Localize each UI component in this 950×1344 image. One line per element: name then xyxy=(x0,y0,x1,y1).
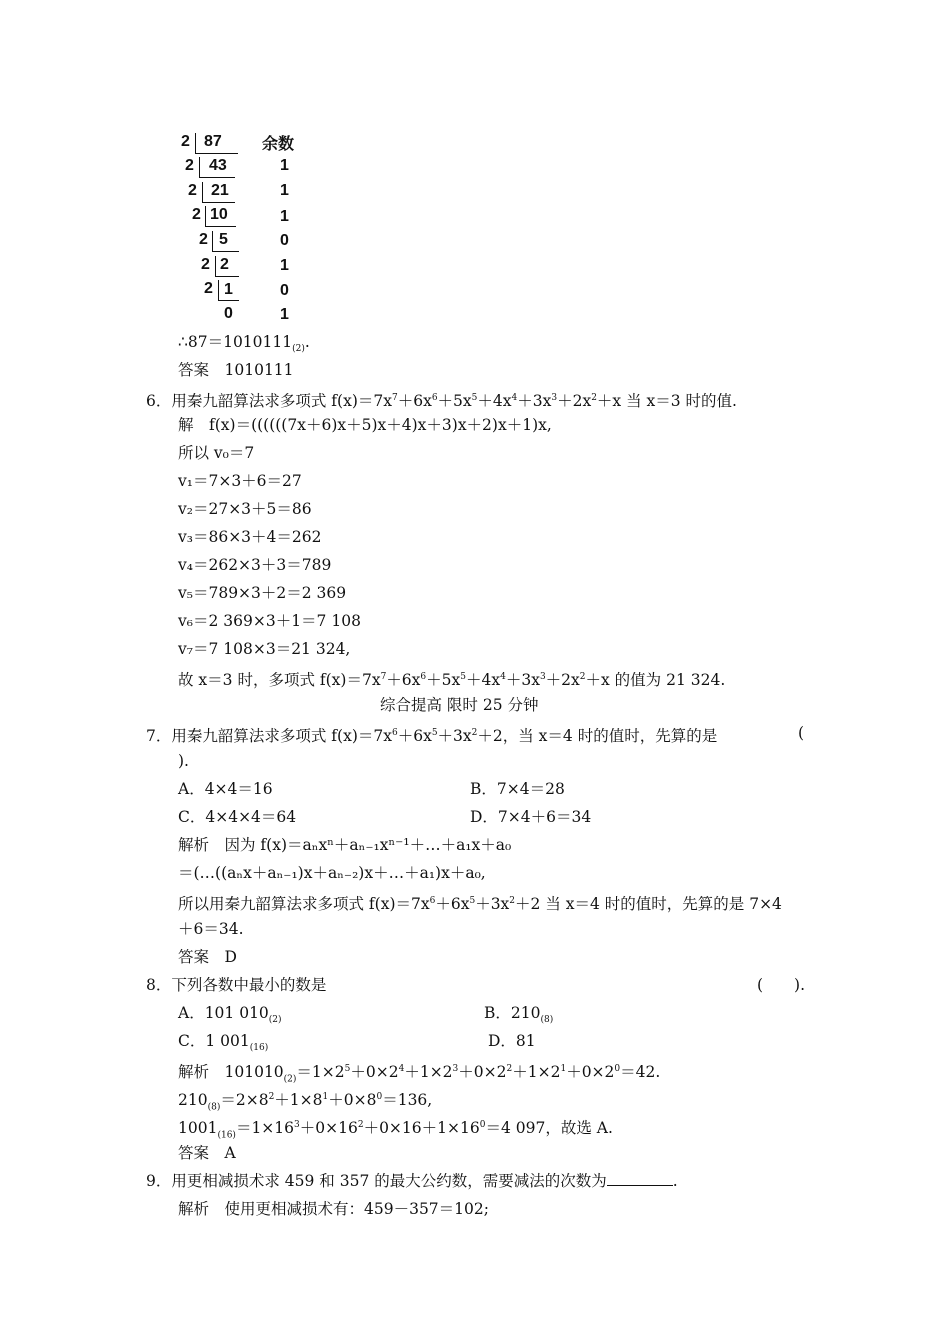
division-bracket xyxy=(215,256,239,277)
q7-analysis-text: ＋6x xyxy=(435,895,470,914)
division-quotient: 10 xyxy=(210,206,228,223)
division-remainder: 1 xyxy=(280,257,289,274)
q6-final-text: ＋5x xyxy=(426,671,461,690)
q8-text: ＋0×2 xyxy=(566,1063,615,1082)
division-remainder: 1 xyxy=(280,208,289,225)
q7-exp: 2 xyxy=(509,896,516,906)
q8-option-c xyxy=(178,1031,268,1058)
q8-text: ＋1×8 xyxy=(274,1091,323,1110)
division-remainder: 0 xyxy=(280,232,289,249)
remainder-header: 余数 xyxy=(262,136,295,153)
q6-exp: 2 xyxy=(579,672,586,682)
q8-text: ＝42. xyxy=(620,1063,661,1082)
q6-exp: 2 xyxy=(591,393,597,403)
q8-option-a-text: A．101 010 xyxy=(178,1004,269,1022)
division-remainder: 0 xyxy=(280,282,289,299)
q8-sub: (8) xyxy=(207,1102,221,1113)
q7-exp: 2 xyxy=(471,728,478,738)
q8-exp: 0 xyxy=(479,1120,486,1130)
q8-answer: 答案 A xyxy=(178,1144,236,1162)
q8-text: ＝1×16 xyxy=(235,1119,295,1138)
division-bracket xyxy=(205,206,236,227)
q8-exp: 5 xyxy=(344,1064,351,1074)
q8-text: ＋0×16＋1×16 xyxy=(363,1119,480,1138)
division-quotient: 21 xyxy=(211,182,229,199)
q8-text: 解析 101010 xyxy=(178,1063,284,1082)
q7-paren-end: ). xyxy=(178,752,189,770)
q7-paren: ( xyxy=(798,724,805,742)
q8-exp: 3 xyxy=(452,1064,459,1074)
q6-exp: 5 xyxy=(471,393,478,403)
q6-exp: 4 xyxy=(511,393,518,403)
q8-text: ＋0×2 xyxy=(458,1063,507,1082)
division-bracket xyxy=(199,157,235,178)
q7-stem-text: 7．用秦九韶算法求多项式 f(x)＝7x xyxy=(146,727,392,746)
q6-final-text: ＋2x xyxy=(545,671,580,690)
q8-text: 1001 xyxy=(178,1119,218,1138)
division-bracket xyxy=(212,231,239,252)
q8-exp: 4 xyxy=(398,1064,405,1074)
q9-answer-blank xyxy=(607,1171,673,1186)
q5-conclusion-text: ∴87＝1010111 xyxy=(178,333,293,351)
q7-analysis-4: ＋6＝34. xyxy=(178,920,244,938)
division-quotient: 2 xyxy=(220,256,229,273)
q6-stem-text: ＋4x xyxy=(477,392,512,411)
q7-analysis-text: ＋3x xyxy=(475,895,510,914)
q7-analysis-text: 所以用秦九韶算法求多项式 f(x)＝7x xyxy=(178,895,430,914)
q9-stem-end: . xyxy=(672,1172,678,1190)
q8-text: ＋0×16 xyxy=(299,1119,358,1138)
q7-analysis-2: ＝(…((aₙx＋aₙ₋₁)x＋aₙ₋₂)x＋…＋a₁)x＋a₀, xyxy=(178,864,486,882)
q7-answer: 答案 D xyxy=(178,948,237,966)
division-quotient: 43 xyxy=(209,157,227,174)
q8-text: ＝2×8 xyxy=(220,1091,269,1110)
q6-v5: v₅＝789×3＋2＝2 369 xyxy=(178,584,347,602)
q8-exp: 3 xyxy=(294,1120,300,1130)
q5-conclusion-sub: (2) xyxy=(292,344,305,355)
q8-exp: 1 xyxy=(322,1092,329,1102)
section-title: 综合提高 限时 25 分钟 xyxy=(380,696,539,714)
q8-sub: (16) xyxy=(217,1130,236,1141)
division-remainder: 1 xyxy=(280,157,289,174)
q8-text: ＝1×2 xyxy=(296,1063,345,1082)
division-remainder: 1 xyxy=(280,306,289,323)
division-quotient: 5 xyxy=(219,231,228,248)
q7-exp: 5 xyxy=(431,728,438,738)
q8-sub: (2) xyxy=(283,1074,297,1085)
q7-stem-text: ＋2，当 x＝4 时的值时，先算的是 xyxy=(477,727,718,746)
q9-stem xyxy=(146,1171,678,1191)
q6-exp: 5 xyxy=(460,672,466,682)
q6-solution: 解 f(x)＝((((((7x＋6)x＋5)x＋4)x＋3)x＋2)x＋1)x, xyxy=(178,416,552,434)
q7-option-c: C．4×4×4＝64 xyxy=(178,808,297,826)
q8-text: ＋0×8 xyxy=(328,1091,377,1110)
q8-text: ＋0×2 xyxy=(350,1063,399,1082)
q6-stem-text: ＋x 当 x＝3 时的值. xyxy=(596,392,737,411)
q5-conclusion-end: . xyxy=(304,333,310,351)
q9-analysis: 解析 使用更相减损术有：459－357＝102; xyxy=(178,1200,489,1218)
division-divisor: 2 xyxy=(188,182,197,199)
q6-v4: v₄＝262×3＋3＝789 xyxy=(178,556,332,574)
q8-text: ＋1×2 xyxy=(404,1063,453,1082)
q8-exp: 2 xyxy=(506,1064,513,1074)
q5-answer: 答案 1010111 xyxy=(178,361,294,379)
q8-option-b-text: B．210 xyxy=(484,1004,541,1022)
q8-text: 210 xyxy=(178,1091,208,1110)
q8-exp: 1 xyxy=(560,1064,567,1074)
q6-v3: v₃＝86×3＋4＝262 xyxy=(178,528,322,546)
division-divisor: 2 xyxy=(204,280,213,297)
q8-exp: 0 xyxy=(376,1092,383,1102)
q6-exp: 6 xyxy=(420,672,427,682)
q7-option-a: A．4×4＝16 xyxy=(178,780,273,798)
q8-option-b xyxy=(484,1003,553,1030)
q6-v7: v₇＝7 108×3＝21 324, xyxy=(178,640,351,658)
q8-exp: 2 xyxy=(357,1120,364,1130)
q8-text: ＝136, xyxy=(382,1091,433,1110)
q6-final-text: ＋3x xyxy=(505,671,540,690)
q8-option-a-sub: (2) xyxy=(268,1015,282,1026)
q6-exp: 7 xyxy=(391,393,398,403)
division-remainder: 1 xyxy=(280,182,289,199)
q7-option-d: D．7×4＋6＝34 xyxy=(470,808,592,826)
q7-stem xyxy=(146,723,717,746)
q8-text: ＋1×2 xyxy=(512,1063,561,1082)
q8-option-b-sub: (8) xyxy=(540,1015,554,1026)
q8-option-a xyxy=(178,1003,282,1030)
q8-analysis-1 xyxy=(178,1059,660,1089)
q6-final-text: ＋x 的值为 21 324. xyxy=(585,671,726,690)
q6-v1: v₁＝7×3＋6＝27 xyxy=(178,472,302,490)
division-bracket xyxy=(218,280,239,301)
q8-option-c-sub: (16) xyxy=(249,1043,269,1054)
q7-stem-text: ＋6x xyxy=(397,727,432,746)
q8-option-d: D．81 xyxy=(488,1032,536,1050)
q6-exp: 6 xyxy=(431,393,438,403)
q8-analysis-2 xyxy=(178,1087,432,1117)
q8-text: ＝4 097，故选 A. xyxy=(485,1119,613,1138)
q6-final-text: 故 x＝3 时，多项式 f(x)＝7x xyxy=(178,671,381,690)
q6-stem-text: ＋3x xyxy=(517,392,552,411)
q6-v2: v₂＝27×3＋5＝86 xyxy=(178,500,312,518)
q6-v0: 所以 v₀＝7 xyxy=(178,444,255,462)
q7-analysis-text: ＋2 当 x＝4 时的值时，先算的是 7×4 xyxy=(515,895,782,914)
q6-exp: 7 xyxy=(380,672,387,682)
division-quotient: 1 xyxy=(224,281,233,298)
division-bracket xyxy=(195,133,238,154)
q6-exp: 3 xyxy=(551,393,558,403)
division-divisor: 2 xyxy=(192,206,201,223)
q6-exp: 3 xyxy=(539,672,546,682)
q6-stem-text: ＋2x xyxy=(557,392,592,411)
q6-final-text: ＋4x xyxy=(465,671,501,690)
q7-stem-text: ＋3x xyxy=(437,727,472,746)
q6-final xyxy=(178,667,725,690)
q8-analysis-3 xyxy=(178,1115,613,1145)
q6-stem-text: 6．用秦九韶算法求多项式 f(x)＝7x xyxy=(146,392,392,411)
q8-stem: 8．下列各数中最小的数是 xyxy=(146,976,327,994)
division-quotient: 87 xyxy=(204,133,222,150)
q7-exp: 6 xyxy=(429,896,436,906)
q6-final-text: ＋6x xyxy=(386,671,421,690)
q5-conclusion xyxy=(178,332,310,359)
q9-stem-text: 9．用更相减损术求 459 和 357 的最大公约数，需要减法的次数为 xyxy=(146,1172,607,1190)
q7-exp: 5 xyxy=(469,896,476,906)
q7-exp: 6 xyxy=(391,728,398,738)
division-divisor: 2 xyxy=(185,157,194,174)
q8-option-c-text: C．1 001 xyxy=(178,1032,250,1050)
q6-v6: v₆＝2 369×3＋1＝7 108 xyxy=(178,612,361,630)
q7-option-b: B．7×4＝28 xyxy=(470,780,565,798)
division-bracket xyxy=(202,182,235,203)
q6-stem xyxy=(146,388,737,411)
division-divisor: 2 xyxy=(199,231,208,248)
q8-exp: 0 xyxy=(614,1064,621,1074)
q7-analysis-3 xyxy=(178,891,782,914)
division-divisor: 2 xyxy=(181,133,190,150)
q7-analysis-1: 解析 因为 f(x)＝aₙxⁿ＋aₙ₋₁xⁿ⁻¹＋…＋a₁x＋a₀ xyxy=(178,836,512,854)
division-quotient: 0 xyxy=(224,305,233,322)
q6-stem-text: ＋5x xyxy=(437,392,472,411)
q6-exp: 4 xyxy=(500,672,506,682)
q6-stem-text: ＋6x xyxy=(397,392,432,411)
q8-exp: 2 xyxy=(268,1092,275,1102)
q8-paren: ( ). xyxy=(757,976,806,994)
division-divisor: 2 xyxy=(201,256,210,273)
